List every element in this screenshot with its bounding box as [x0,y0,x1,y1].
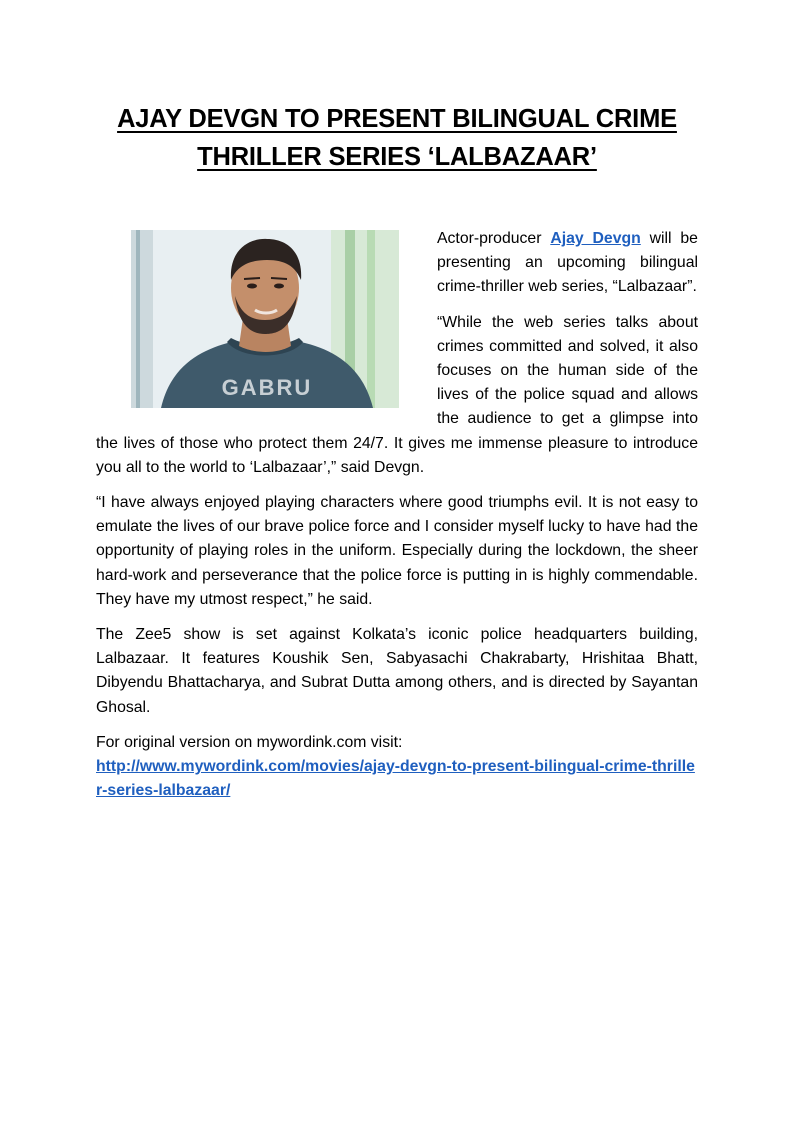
article-body [96,227,698,803]
shirt-print-text: GABRU [221,375,313,400]
headline-line-2: THRILLER SERIES ‘LALBAZAAR’ [197,143,597,171]
source-paragraph [96,731,698,804]
paragraph-1-end: will be presenting an upcoming bilingual crime-thriller web series, “Lalbazaar”. [437,230,698,296]
document-page [96,100,698,814]
headline-line-1: AJAY DEVGN TO PRESENT BILINGUAL CRIME [117,105,677,133]
actor-photo-illustration [131,230,399,408]
source-label: For original version on mywordink.com visit: [96,733,403,751]
actor-photo [131,230,399,408]
headline [96,100,698,176]
paragraph-3: “I have always enjoyed playing characters where good triumphs evil. It is not easy to emulate the lives of our brave police force and I consider myself lucky to have had the opportunity of playing roles in the uniform. Especially during the lockdown, the sheer hard-work and perseverance that the police force is putting in is highly commendable. They have my utmost respect,” he said. [96,494,698,608]
paragraph-4: The Zee5 show is set against Kolkata’s iconic police headquarters building, Lalbazaar. It features Koushik Sen, Sabyasachi Chakrabarty, Hrishitaa Bhatt, Dibyendu Bhattacharya, and Subrat Dutta among others, and is directed by Sayantan Ghosal. [96,626,698,716]
paragraph-2: “While the web series talks about crimes committed and solved, it also focuses on the human side of the lives of the police squad and allows the audience to get a glimpse into the lives of those who protect them 24/7. It gives me immense pleasure to introduce you all to the world to ‘Lalbazaar’,” said Devgn. [96,313,698,476]
source-url-link[interactable]: http://www.mywordink.com/movies/ajay-devgn-to-present-bilingual-crime-thriller-series-lalbazaar/ [96,758,695,800]
ajay-devgn-link[interactable]: Ajay Devgn [550,230,641,247]
paragraph-1-start: Actor-producer [437,230,551,247]
